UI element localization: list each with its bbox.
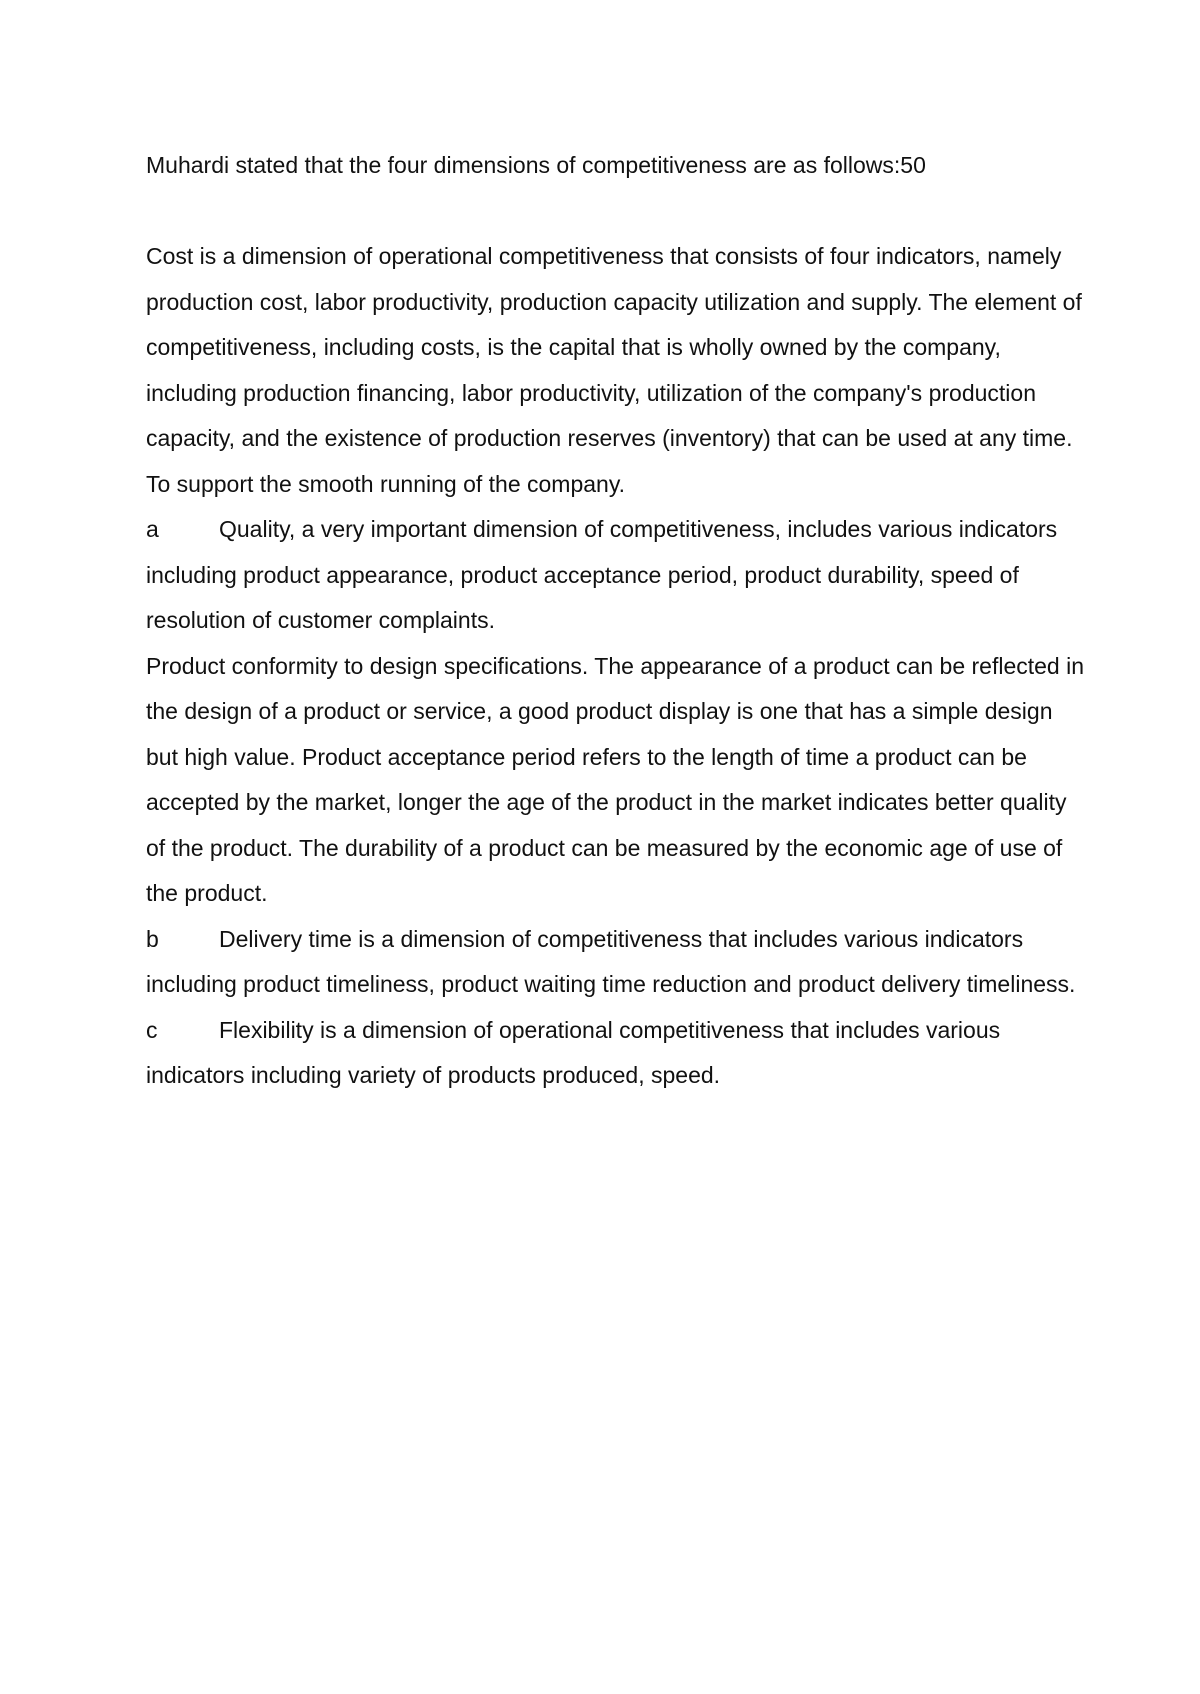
intro-paragraph: Muhardi stated that the four dimensions of competitiveness are as follows:50 — [146, 152, 926, 178]
list-item-flexibility — [146, 1008, 1086, 1099]
list-item-delivery — [146, 917, 1086, 1008]
list-item-delivery-text: Delivery time is a dimension of competitiveness that includes various indicators including product timeliness, product waiting time reduction and product delivery timeliness. — [146, 925, 1076, 997]
document-body — [146, 143, 1086, 1099]
list-marker-c: c — [146, 1016, 158, 1043]
quality-detail-paragraph: Product conformity to design specifications. The appearance of a product can be reflected in the design of a product or service, a good product display is one that has a simple design but high value. Product acceptance period refers to the length of time a product can be accepted by the market, longer the age of the product in the market indicates better quality of the product. The durability of a product can be measured by the economic age of use of the product. — [146, 652, 1085, 906]
list-item-flexibility-text: Flexibility is a dimension of operational competitiveness that includes various indicators including variety of products produced, speed. — [146, 1016, 1001, 1088]
list-item-quality-text: Quality, a very important dimension of competitiveness, includes various indicators including product appearance, product acceptance period, product durability, speed of resolution of customer complaints. — [146, 516, 1058, 633]
list-item-quality — [146, 507, 1086, 644]
cost-paragraph: Cost is a dimension of operational competitiveness that consists of four indicators, namely production cost, labor productivity, production capacity utilization and supply. The element of competitiveness, including costs, is the capital that is wholly owned by the company, including production financing, labor productivity, utilization of the company's production capacity, and the existence of production reserves (inventory) that can be used at any time. To support the smooth running of the company. — [146, 243, 1082, 497]
list-marker-b: b — [146, 925, 159, 952]
list-marker-a: a — [146, 516, 159, 542]
